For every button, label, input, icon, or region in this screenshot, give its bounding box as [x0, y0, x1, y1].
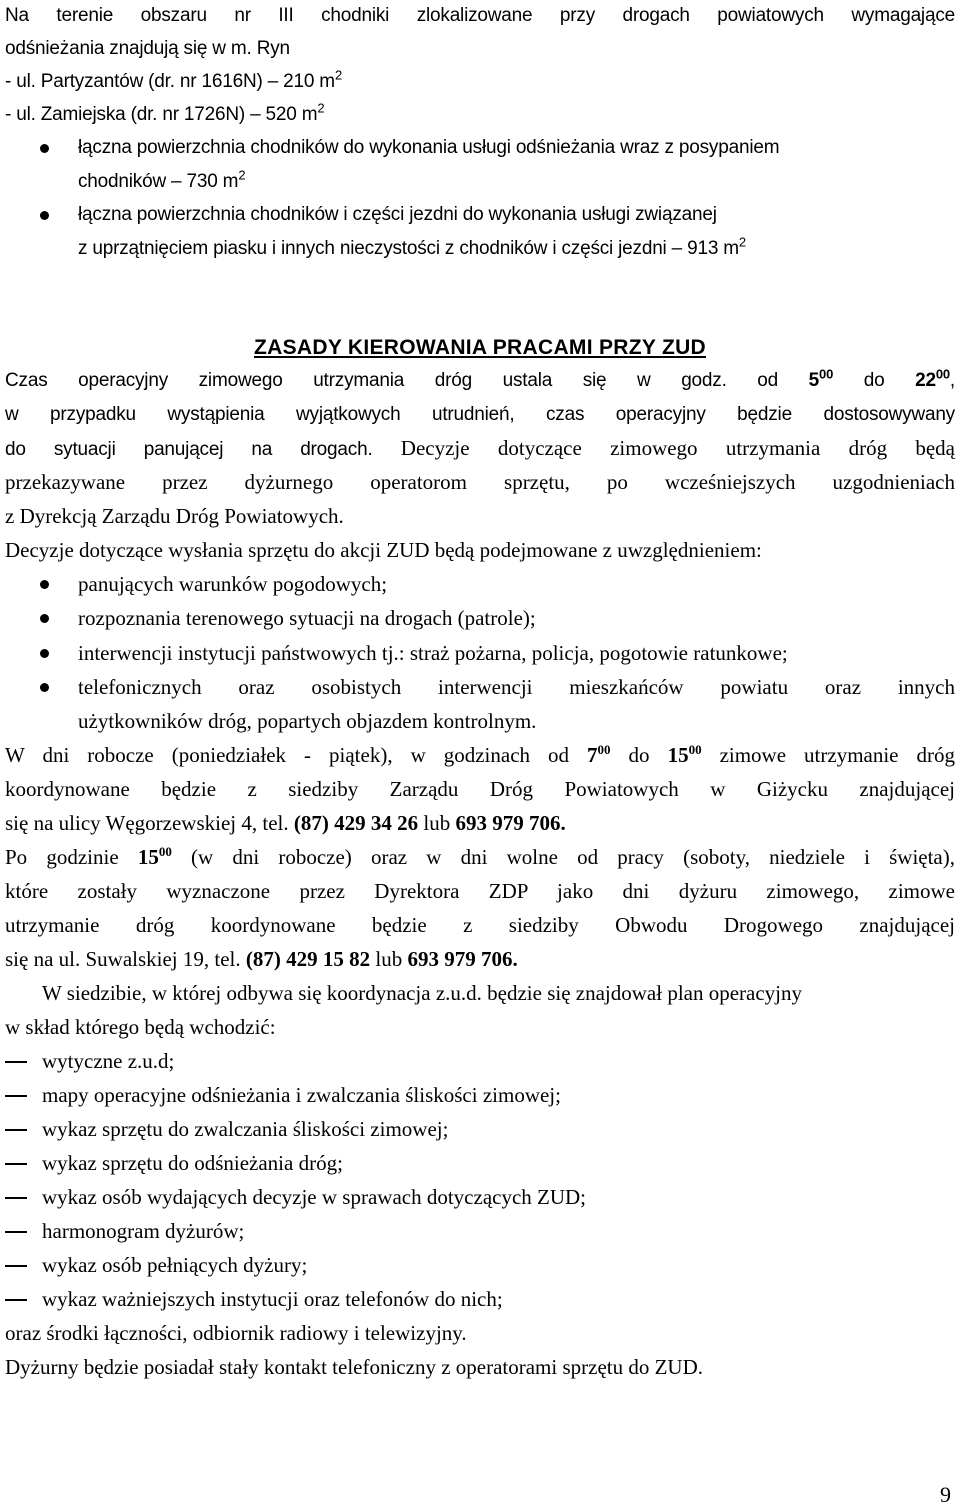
bullet-icon	[40, 649, 49, 658]
bullet-icon	[40, 144, 49, 153]
dash-icon	[5, 1299, 27, 1301]
bullet-2-line-2: z uprzątnięciem piasku i innych nieczystości z chodników i części jezdni – 913 $m^2$	[78, 234, 746, 259]
dash-icon	[5, 1231, 27, 1233]
bullet-icon	[40, 580, 49, 589]
dash-item-6: harmonogram dyżurów;	[42, 1219, 245, 1243]
bullet-icon	[40, 683, 49, 692]
page-number: 9	[940, 1482, 951, 1507]
intro-line-2: odśnieżania znajdują się w m. Ryn	[5, 38, 290, 59]
p2-intro: Decyzje dotyczące wysłania sprzętu do akcji ZUD będą podejmowane z uwzględnieniem:	[5, 538, 762, 562]
p4-line-3: utrzymanie dróg koordynowane będzie z siedziby Obwodu Drogowego znajdującej	[5, 913, 955, 937]
p4-line-1: Po godzinie $15^{00}$ (w dni robocze) oraz w dni wolne od pracy (soboty, niedziele i święta),	[5, 844, 955, 869]
dash-icon	[5, 1197, 27, 1199]
bullet-icon	[40, 614, 49, 623]
dash-icon	[5, 1163, 27, 1165]
p5-line-1: W siedzibie, w której odbywa się koordynacja z.u.d. będzie się znajdował plan operacyjny	[42, 981, 803, 1005]
dash-item-7: wykaz osób pełniących dyżury;	[42, 1253, 308, 1277]
dash-icon	[5, 1129, 27, 1131]
dash-item-4: wykaz sprzętu do odśnieżania dróg;	[42, 1151, 343, 1175]
street-1: - ul. Partyzantów (dr. nr 1616N) – 210 $m^2$	[5, 67, 342, 92]
dash-item-2: mapy operacyjne odśnieżania i zwalczania śliskości zimowej;	[42, 1083, 561, 1107]
bullet-2-line-1: łączna powierzchnia chodników i części jezdni do wykonania usługi związanej	[78, 204, 717, 225]
p3-line-2: koordynowane będzie z siedziby Zarządu Dróg Powiatowych w Giżycku znajdującej	[5, 777, 955, 801]
bullet-1-line-2: chodników – 730 $m^2$	[78, 167, 246, 192]
p2-bullet-3: interwencji instytucji państwowych tj.: straż pożarna, policja, pogotowie ratunkowe;	[78, 641, 788, 665]
dash-icon	[5, 1095, 27, 1097]
p1-line-5: z Dyrekcją Zarządu Dróg Powiatowych.	[5, 504, 344, 528]
dash-item-1: wytyczne z.u.d;	[42, 1049, 175, 1073]
p2-bullet-2: rozpoznania terenowego sytuacji na drogach (patrole);	[78, 606, 536, 630]
p5-line-2: w skład którego będą wchodzić:	[5, 1015, 276, 1039]
p2-bullet-1: panujących warunków pogodowych;	[78, 572, 388, 596]
street-2: - ul. Zamiejska (dr. nr 1726N) – 520 $m^2$	[5, 100, 325, 125]
p1-line-1: Czas operacyjny zimowego utrzymania dróg ustala się w godz. od $5^{00}$ do $22^{00}$,	[5, 366, 955, 391]
p1-line-2: w przypadku wystąpienia wyjątkowych utrudnień, czas operacyjny będzie dostosowywany	[5, 404, 955, 425]
p4-line-2: które zostały wyznaczone przez Dyrektora ZDP jako dni dyżuru zimowego, zimowe	[5, 879, 955, 903]
p2-bullet-4-line-2: użytkowników dróg, popartych objazdem kontrolnym.	[78, 709, 537, 733]
section-title: ZASADY KIEROWANIA PRACAMI PRZY ZUD	[254, 336, 706, 359]
p1-line-4: przekazywane przez dyżurnego operatorom sprzętu, po wcześniejszych uzgodnieniach	[5, 470, 955, 494]
dash-item-8: wykaz ważniejszych instytucji oraz telefonów do nich;	[42, 1287, 503, 1311]
closing-line-2: Dyżurny będzie posiadał stały kontakt telefoniczny z operatorami sprzętu do ZUD.	[5, 1355, 704, 1379]
dash-item-3: wykaz sprzętu do zwalczania śliskości zimowej;	[42, 1117, 449, 1141]
dash-icon	[5, 1265, 27, 1267]
closing-line-1: oraz środki łączności, odbiornik radiowy i telewizyjny.	[5, 1321, 467, 1345]
bullet-1-line-1: łączna powierzchnia chodników do wykonania usługi odśnieżania wraz z posypaniem	[78, 137, 780, 158]
intro-line-1: Na terenie obszaru nr III chodniki zlokalizowane przy drogach powiatowych wymagające	[5, 5, 955, 26]
p4-line-4: się na ul. Suwalskiej 19, tel. (87) 429 15 82 lub 693 979 706.	[5, 947, 518, 971]
p3-line-1: W dni robocze (poniedziałek - piątek), w godzinach od $7^{00}$ do $15^{00}$ zimowe utrzymanie dróg	[5, 742, 955, 767]
bullet-icon	[40, 211, 49, 220]
p1-line-3: do sytuacji panującej na drogach. Decyzje dotyczące zimowego utrzymania dróg będą	[5, 436, 955, 460]
dash-item-5: wykaz osób wydających decyzje w sprawach dotyczących ZUD;	[42, 1185, 587, 1209]
dash-icon	[5, 1061, 27, 1063]
p2-bullet-4: telefonicznych oraz osobistych interwencji mieszkańców powiatu oraz innych	[78, 675, 955, 699]
p3-line-3: się na ulicy Węgorzewskiej 4, tel. (87) 429 34 26 lub 693 979 706.	[5, 811, 566, 835]
